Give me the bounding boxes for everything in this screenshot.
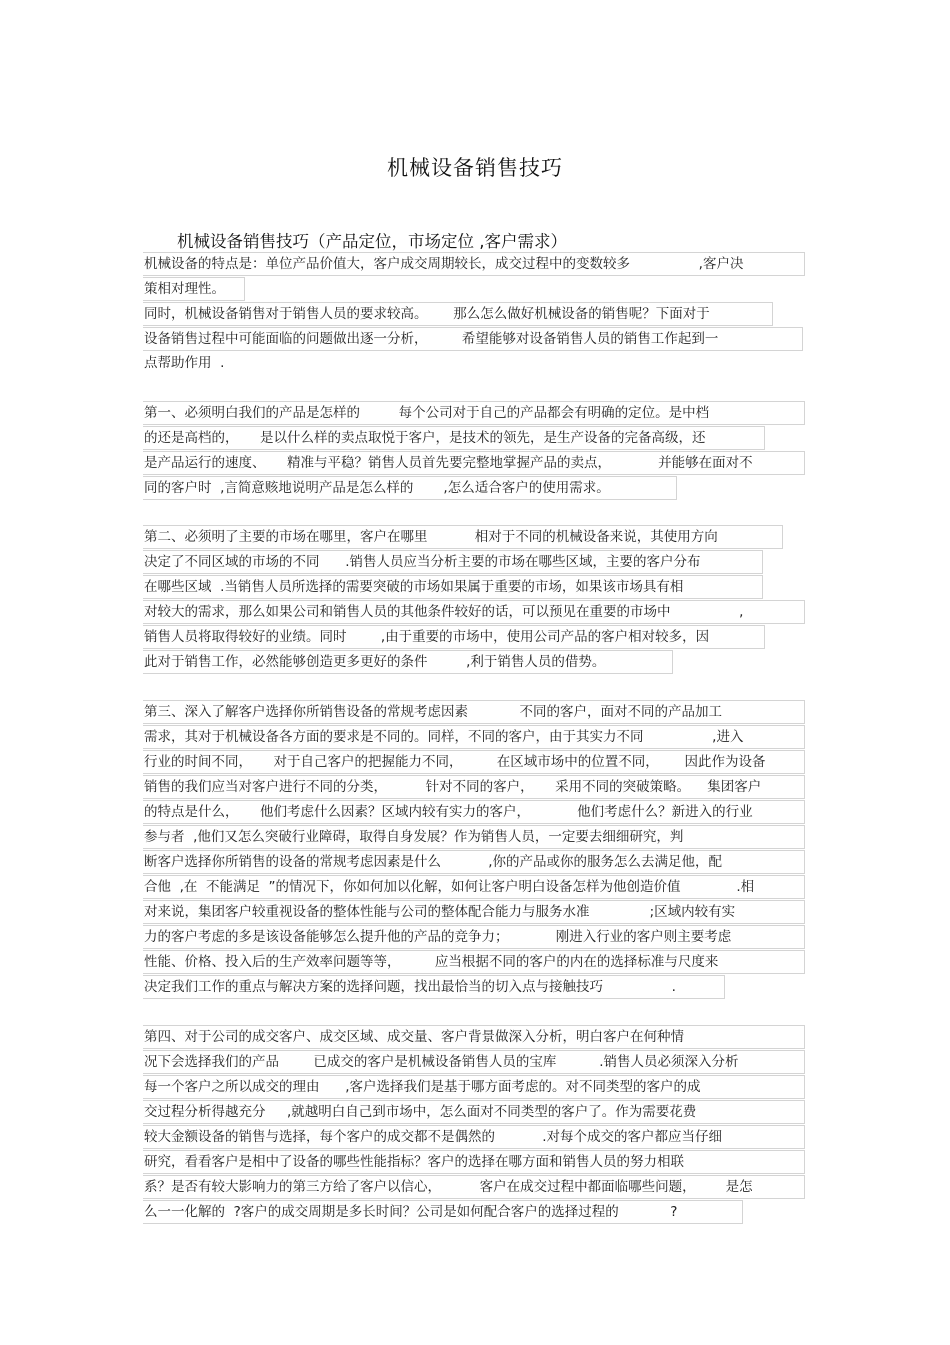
paragraph-line: 较大金额设备的销售与选择，每个客户的成交都不是偶然的 .对每个成交的客户都应当仔细 — [143, 1125, 805, 1149]
paragraph-line: 么一一化解的 ?客户的成交周期是多长时间？公司是如何配合客户的选择过程的 ? — [143, 1200, 743, 1224]
paragraph-line: 此对于销售工作，必然能够创造更多更好的条件 ,利于销售人员的借势。 — [143, 650, 673, 674]
paragraph-line: 对来说，集团客户较重视设备的整体性能与公司的整体配合能力与服务水准 ;区域内较有实 — [143, 900, 805, 924]
paragraph-line: 第二、必须明了主要的市场在哪里，客户在哪里 相对于不同的机械设备来说，其使用方向 — [143, 525, 783, 549]
paragraph-line: 同的客户时 ,言简意赅地说明产品是怎么样的 ,怎么适合客户的使用需求。 — [143, 476, 677, 500]
paragraph-line: 点帮助作用 . — [144, 355, 225, 371]
paragraph-line: 力的客户考虑的多是该设备能够怎么提升他的产品的竞争力； 刚进入行业的客户则主要考虑 — [143, 925, 805, 949]
paragraph-line: 合他 ,在 不能满足 ”的情况下，你如何加以化解，如何让客户明白设备怎样为他创造价值 .相 — [143, 875, 805, 899]
document-title: 机械设备销售技巧 — [387, 156, 563, 180]
paragraph-line: 机械设备的特点是：单位产品价值大，客户成交周期较长，成交过程中的变数较多 ,客户决 — [143, 252, 805, 276]
paragraph-line: 决定我们工作的重点与解决方案的选择问题，找出最恰当的切入点与接触技巧 . — [143, 975, 725, 999]
paragraph-line: 性能、价格、投入后的生产效率问题等等， 应当根据不同的客户的内在的选择标准与尺度来 — [143, 950, 805, 974]
paragraph-line: 参与者 ,他们又怎么突破行业障碍，取得自身发展？作为销售人员，一定要去细细研究，判 — [143, 825, 805, 849]
paragraph-line: 的特点是什么， 他们考虑什么因素？区域内较有实力的客户， 他们考虑什么？新进入的行业 — [143, 800, 805, 824]
paragraph-line: 同时，机械设备销售对于销售人员的要求较高。 那么怎么做好机械设备的销售呢？下面对于 — [143, 302, 773, 326]
paragraph-line: 在哪些区域 .当销售人员所选择的需要突破的市场如果属于重要的市场，如果该市场具有相 — [143, 575, 763, 599]
paragraph-line: 策相对理性。 — [143, 277, 245, 301]
paragraph-line: 第三、深入了解客户选择你所销售设备的常规考虑因素 不同的客户，面对不同的产品加工 — [143, 700, 805, 724]
paragraph-line: 每一个客户之所以成交的理由 ,客户选择我们是基于哪方面考虑的。对不同类型的客户的成 — [143, 1075, 805, 1099]
paragraph-line: 是产品运行的速度、 精准与平稳？销售人员首先要完整地掌握产品的卖点， 并能够在面对不 — [143, 451, 805, 475]
paragraph-line: 断客户选择你所销售的设备的常规考虑因素是什么 ,你的产品或你的服务怎么去满足他，配 — [143, 850, 805, 874]
paragraph-line: 交过程分析得越充分 ,就越明白自己到市场中，怎么面对不同类型的客户了。作为需要花费 — [143, 1100, 805, 1124]
paragraph-line: 的还是高档的， 是以什么样的卖点取悦于客户，是技术的领先，是生产设备的完备高级，还 — [143, 426, 765, 450]
paragraph-line: 设备销售过程中可能面临的问题做出逐一分析， 希望能够对设备销售人员的销售工作起到一 — [143, 327, 803, 351]
paragraph-line: 行业的时间不同， 对于自己客户的把握能力不同， 在区域市场中的位置不同， 因此作为设备 — [143, 750, 805, 774]
paragraph-line: 研究，看看客户是相中了设备的哪些性能指标？客户的选择在哪方面和销售人员的努力相联 — [143, 1150, 805, 1174]
paragraph-line: 决定了不同区域的市场的不同 .销售人员应当分析主要的市场在哪些区域，主要的客户分布 — [143, 550, 763, 574]
paragraph-line: 对较大的需求，那么如果公司和销售人员的其他条件较好的话，可以预见在重要的市场中 , — [143, 600, 805, 624]
paragraph-line: 况下会选择我们的产品 已成交的客户是机械设备销售人员的宝库 .销售人员必须深入分析 — [143, 1050, 805, 1074]
paragraph-line: 销售人员将取得较好的业绩。同时 ,由于重要的市场中，使用公司产品的客户相对较多，因 — [143, 625, 765, 649]
paragraph-line: 第四、对于公司的成交客户、成交区域、成交量、客户背景做深入分析，明白客户在何种情 — [143, 1025, 805, 1049]
paragraph-line: 销售的我们应当对客户进行不同的分类， 针对不同的客户， 采用不同的突破策略。 集团客户 — [143, 775, 805, 799]
paragraph-line: 系？是否有较大影响力的第三方给了客户以信心， 客户在成交过程中都面临哪些问题， 是怎 — [143, 1175, 805, 1199]
document-subtitle: 机械设备销售技巧（产品定位，市场定位 ,客户需求） — [177, 232, 567, 251]
paragraph-line: 需求，其对于机械设备各方面的要求是不同的。同样，不同的客户，由于其实力不同 ,进入 — [143, 725, 805, 749]
paragraph-line: 第一、必须明白我们的产品是怎样的 每个公司对于自己的产品都会有明确的定位。是中档 — [143, 401, 805, 425]
